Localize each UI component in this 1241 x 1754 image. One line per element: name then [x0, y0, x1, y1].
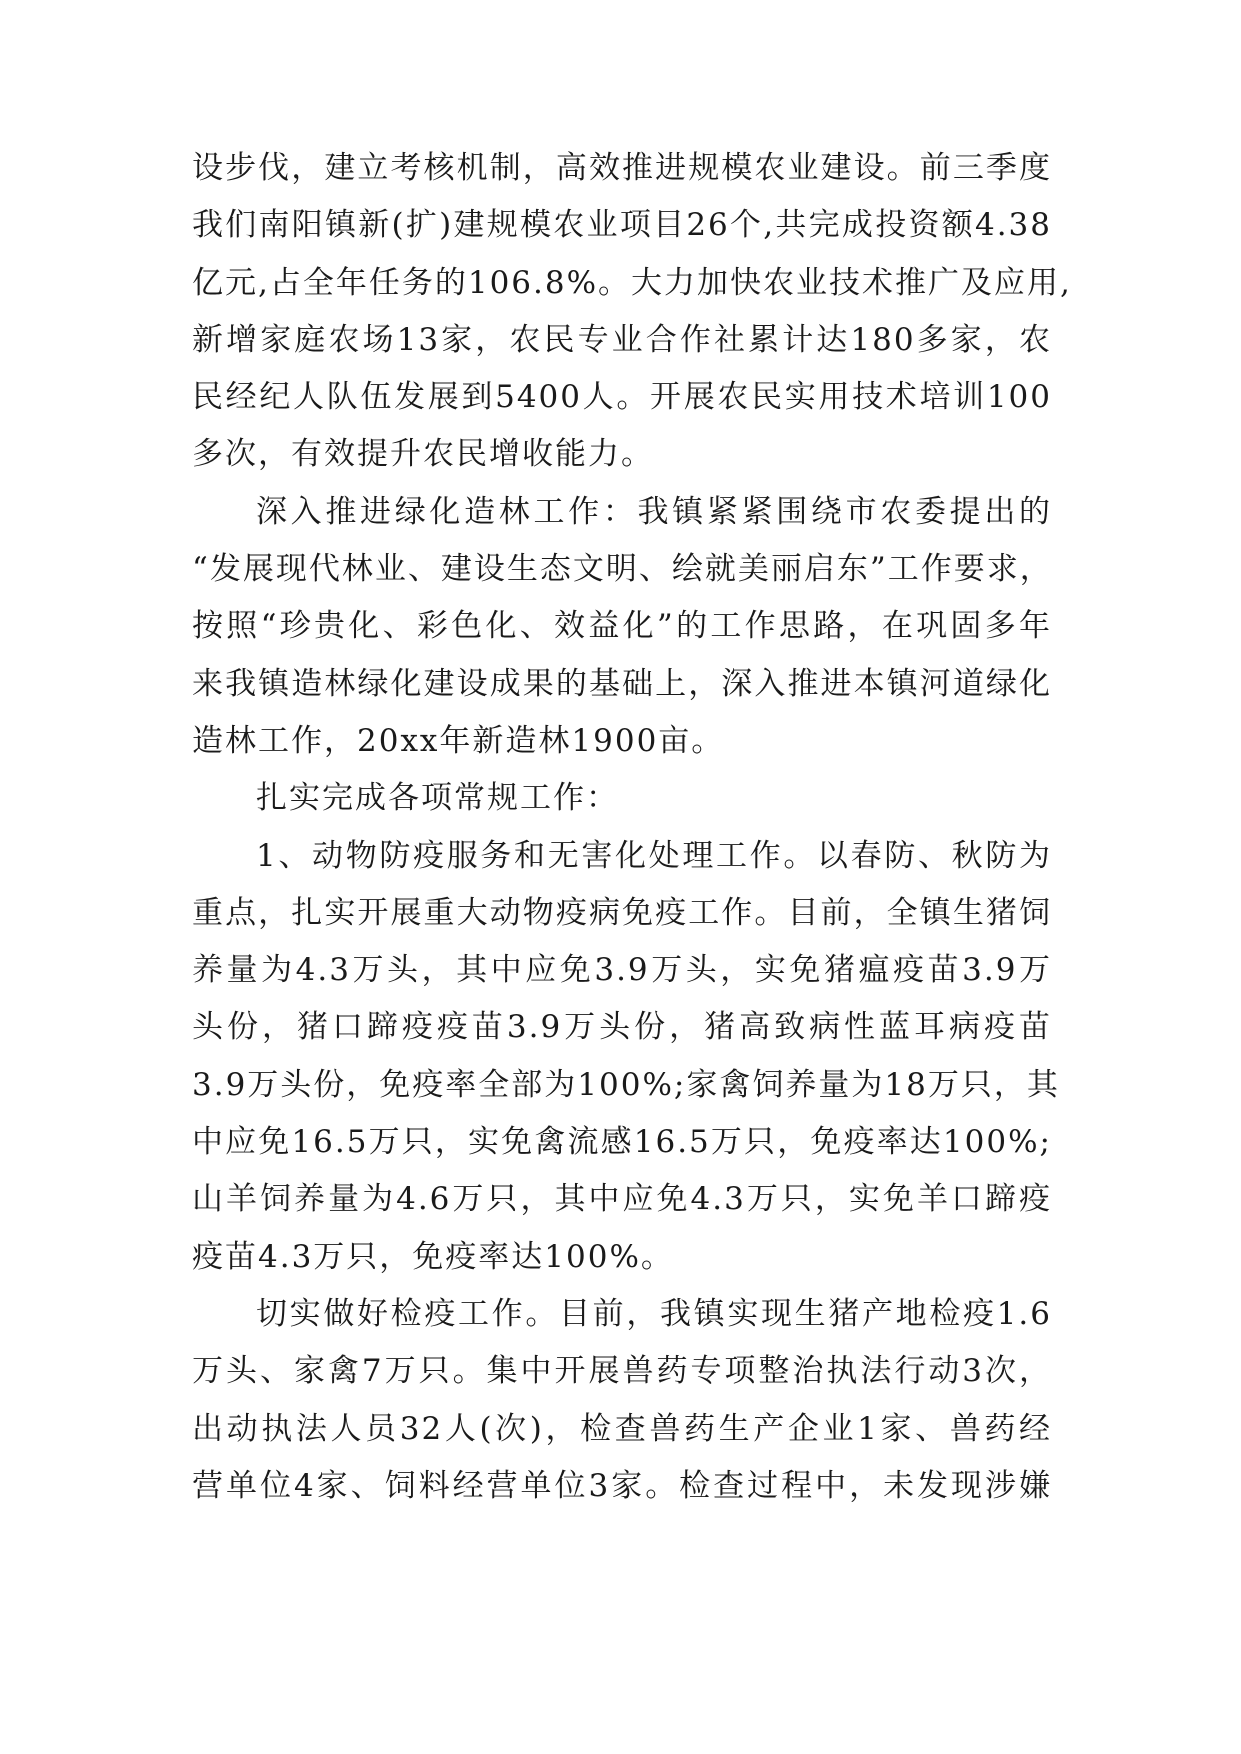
text-line: 扎实完成各项常规工作： [256, 780, 619, 817]
text-line: 多次，有效提升农民增收能力。 [192, 436, 654, 473]
text-line: 头份，猪口蹄疫疫苗3.9万头份，猪高致病性蓝耳病疫苗 [192, 1009, 1052, 1046]
text-line: 我们南阳镇新(扩)建规模农业项目26个,共完成投资额4.38 [192, 207, 1052, 244]
text-line: 设步伐，建立考核机制，高效推进规模农业建设。前三季度 [192, 150, 1052, 186]
text-line: 中应免16.5万只，实免禽流感16.5万只，免疫率达100%; [192, 1124, 1052, 1161]
text-line: 营单位4家、饲料经营单位3家。检查过程中，未发现涉嫌 [192, 1467, 1052, 1504]
text-line: 切实做好检疫工作。目前，我镇实现生猪产地检疫1.6 [256, 1295, 1052, 1332]
text-line: 亿元,占全年任务的106.8%。大力加快农业技术推广及应用, [192, 264, 1072, 301]
text-line: 造林工作，20xx年新造林1900亩。 [192, 722, 725, 759]
text-line: “发展现代林业、建设生态文明、绘就美丽启东”工作要求， [192, 551, 1053, 588]
text-line: 来我镇造林绿化建设成果的基础上，深入推进本镇河道绿化 [192, 665, 1052, 702]
text-line: 民经纪人队伍发展到5400人。开展农民实用技术培训100 [192, 379, 1052, 416]
text-line: 养量为4.3万头，其中应免3.9万头，实免猪瘟疫苗3.9万 [192, 952, 1052, 989]
text-line: 万头、家禽7万只。集中开展兽药专项整治执法行动3次， [192, 1353, 1052, 1390]
text-line: 山羊饲养量为4.6万只，其中应免4.3万只，实免羊口蹄疫 [192, 1181, 1052, 1218]
text-line: 深入推进绿化造林工作：我镇紧紧围绕市农委提出的 [256, 493, 1052, 530]
text-line: 3.9万头份，免疫率全部为100%;家禽饲养量为18万只，其 [192, 1066, 1060, 1103]
text-line: 疫苗4.3万只，免疫率达100%。 [192, 1238, 674, 1275]
text-line: 1、动物防疫服务和无害化处理工作。以春防、秋防为 [256, 837, 1052, 874]
text-line: 新增家庭农场13家，农民专业合作社累计达180多家，农 [192, 321, 1052, 358]
document-body [192, 140, 1072, 1515]
text-line: 出动执法人员32人(次)，检查兽药生产企业1家、兽药经 [192, 1410, 1052, 1447]
text-line: 重点，扎实开展重大动物疫病免疫工作。目前，全镇生猪饲 [192, 894, 1052, 931]
text-line: 按照“珍贵化、彩色化、效益化”的工作思路，在巩固多年 [192, 608, 1052, 645]
